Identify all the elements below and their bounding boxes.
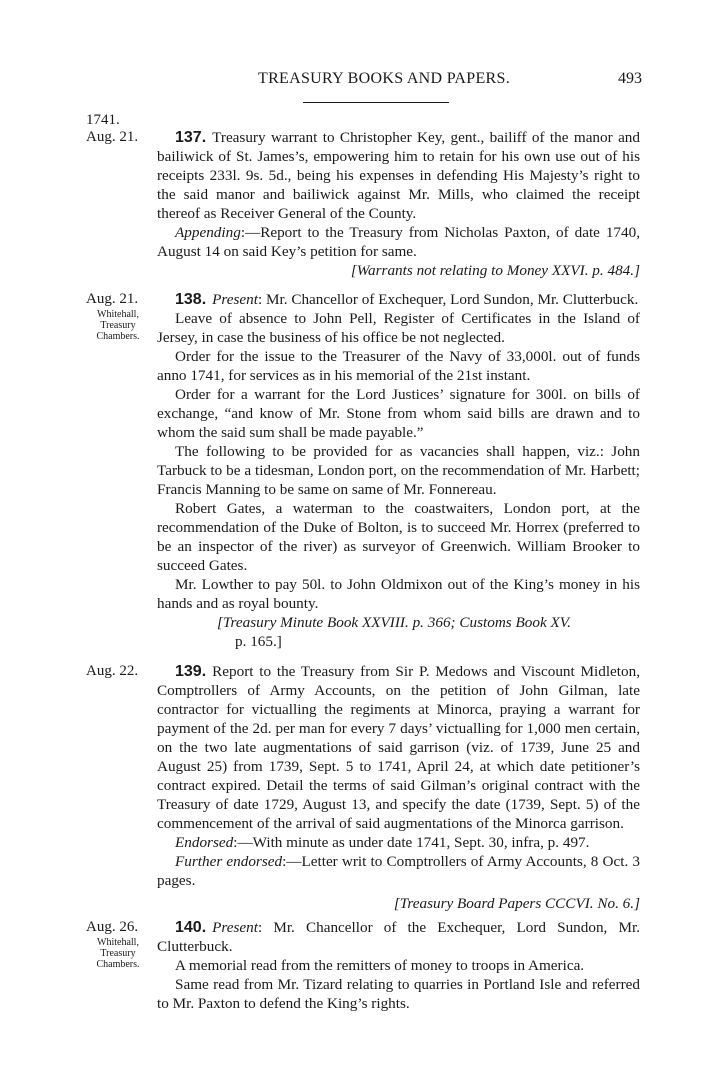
entry-text: Treasury warrant to Christopher Key, gent., bailiff of the manor and bailiwick of St. James’s, empowering him to retain for his own use out of his receipts 233l. 9s. 5d., being his expenses in defending His Majesty’s right to the said manor and bailiwick against Mr. Mills, who claimed the receipt thereof as Receiver General of the County.: [157, 129, 640, 222]
entry-body: [157, 662, 640, 913]
entry-number: 140.: [175, 919, 207, 936]
entry-body: [157, 918, 640, 1013]
entry-place: [86, 309, 150, 342]
entry-date: Aug. 21.: [86, 291, 139, 307]
year-label: 1741.: [86, 112, 120, 128]
entry-paragraph: [157, 128, 640, 223]
place-line: Treasury: [100, 948, 136, 959]
appending-label: Appending: [175, 224, 241, 241]
source-reference: [Warrants not relating to Money XXVI. p. 484.]: [350, 262, 640, 279]
present-line: [157, 290, 640, 309]
minute-paragraph: Leave of absence to John Pell, Register of Certificates in the Island of Jersey, in case the business of his office be not neglected.: [157, 310, 640, 346]
minute-paragraph: Mr. Lowther to pay 50l. to John Oldmixon out of the King’s money in his hands and as royal bounty.: [157, 576, 640, 612]
present-line: [157, 918, 640, 956]
place-line: Whitehall,: [97, 937, 139, 948]
minute-paragraph: Same read from Mr. Tizard relating to quarries in Portland Isle and referred to Mr. Paxton to defend the King’s rights.: [157, 976, 640, 1012]
further-endorsed-label: Further endorsed: [175, 853, 283, 870]
minute-paragraph: Robert Gates, a waterman to the coastwaiters, London port, at the recommendation of the Duke of Bolton, is to succeed Mr. Horrex (preferred to be an inspector of the river) as surveyor of Greenwich. William Brooker to succeed Gates.: [157, 500, 640, 574]
appending-note: [157, 223, 640, 261]
entry-text: Report to the Treasury from Sir P. Medows and Viscount Midleton, Comptrollers of Army Accounts, on the petition of John Gilman, late contractor for victualling the regiments at Minorca, praying a warrant for payment of the 2d. per man for every 7 days’ victualling for 1,000 men certain, on the two late augmentations of said garrison (viz. of 1739, June 25 and August 25) from 1739, Sept. 5 to 1741, April 24, at which date petitioner’s contract expired. Detail the terms of said Gilman’s original contract with the Treasury of date 1729, August 13, and specify the date (1739, Sept. 5) of the commencement of the arrival of said augmentations of the Minorca garrison.: [157, 663, 640, 832]
entry-paragraph: [157, 662, 640, 833]
minute-paragraph: Order for a warrant for the Lord Justices’ signature for 300l. on bills of exchange, “and know of Mr. Stone from whom said bills are drawn and to whom the said sum shall be made payable.”: [157, 386, 640, 441]
entry-body: [157, 290, 640, 651]
minute-paragraph: A memorial read from the remitters of money to troops in America.: [175, 957, 585, 974]
entry-date: Aug. 26.: [86, 919, 139, 935]
place-line: Treasury: [100, 320, 136, 331]
entry-place: [86, 937, 150, 970]
source-reference: [Treasury Minute Book XXVIII. p. 366; Customs Book XV.: [217, 614, 571, 631]
minute-paragraph: The following to be provided for as vacancies shall happen, viz.: John Tarbuck to be a tidesman, London port, on the recommendation of Mr. Harbett; Francis Manning to be same on same of Mr. Fonnereau.: [157, 443, 640, 498]
present-label: Present: [212, 919, 258, 936]
minute-paragraph: Order for the issue to the Treasurer of the Navy of 33,000l. out of funds anno 1741, for services as in his memorial of the 21st instant.: [157, 348, 640, 384]
endorsed-note: [157, 833, 640, 852]
entry-number: 138.: [175, 291, 207, 308]
page-number: 493: [618, 70, 642, 87]
entry-body: [157, 128, 640, 280]
source-reference: p. 165.]: [235, 633, 282, 650]
header-rule: [303, 102, 449, 103]
entry-number: 139.: [175, 663, 207, 680]
appending-text: :—Report to the Treasury from Nicholas Paxton, of date 1740, August 14 on said Key’s petition for same.: [157, 224, 640, 260]
entry-date: Aug. 22.: [86, 663, 139, 679]
place-line: Whitehall,: [97, 309, 139, 320]
present-text: : Mr. Chancellor of Exchequer, Lord Sundon, Mr. Clutterbuck.: [257, 291, 639, 308]
place-line: Chambers.: [96, 959, 140, 970]
further-endorsed-text: :—Letter writ to Comptrollers of Army Accounts, 8 Oct. 3 pages.: [157, 853, 640, 889]
endorsed-label: Endorsed: [175, 834, 234, 851]
place-line: Chambers.: [96, 331, 140, 342]
further-endorsed-note: [157, 852, 640, 890]
endorsed-text: :—With minute as under date 1741, Sept. 30, infra, p. 497.: [233, 834, 590, 851]
present-label: Present: [212, 291, 258, 308]
entry-number: 137.: [175, 129, 207, 146]
present-text: : Mr. Chancellor of the Exchequer, Lord Sundon, Mr. Clutterbuck.: [157, 919, 640, 955]
running-title: TREASURY BOOKS AND PAPERS.: [258, 70, 511, 87]
source-reference: [Treasury Board Papers CCCVI. No. 6.]: [393, 895, 640, 912]
entry-date: Aug. 21.: [86, 129, 139, 145]
